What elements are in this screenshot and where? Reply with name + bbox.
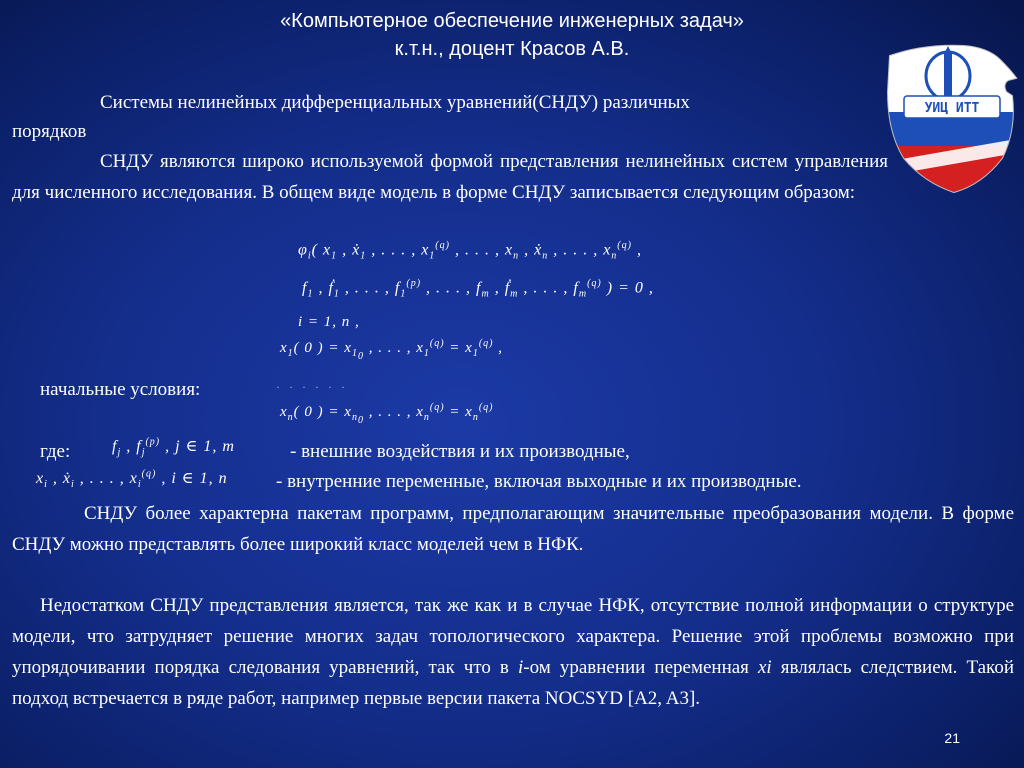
initial-condition-n: $x_n$( 0 ) = $x_{n_0}$ , . . . , $x_n^{(q)} = x_n^{(q)}$: [280, 402, 494, 426]
paragraph-4-mid: -ом уравнении переменная: [523, 657, 758, 678]
equation-index: i = 1, n ,: [298, 314, 360, 330]
initial-conditions-label: начальные условия:: [40, 379, 201, 400]
where-definition-2: - внутренние переменные, включая выходные и их производные.: [276, 471, 802, 492]
logo-text: УИЦ ИТТ: [924, 101, 980, 116]
paragraph-4-i: i: [517, 657, 524, 678]
where-definition-1: - внешние воздействия и их производные,: [290, 441, 630, 462]
slide-title: «Компьютерное обеспечение инженерных задач»: [280, 10, 744, 32]
slide-author: к.т.н., доцент Красов А.В.: [394, 38, 630, 60]
equation-line-1: $\varphi_i$( $x_1$ , ẋ$_1$ , . . . , $x_1^{(q)}$ , . . . , $x_n$ , ẋ$_n$ , . . . , $x_n^{(q)}$ ,: [298, 240, 642, 262]
where-label: где:: [40, 441, 71, 462]
paragraph-4-end: являлась следствием. Такой подход встречается в ряде работ, например первые версии пакета NOCSYD [A2, A3].: [12, 657, 1014, 709]
where-formula-1: $f_j$ , $f_j^{(p)}$ , j ∈ 1, m: [112, 436, 235, 459]
paragraph-2: СНДУ являются широко используемой формой представления нелинейных систем управления для численного исследования. В общем виде модель в форме СНДУ записывается следующим образом:: [12, 151, 888, 203]
paragraph-4-start: Недостатком СНДУ представления является, так же как и в случае НФК, отсутствие полной информации о структуре модели, что затрудняет решение многих задач топологического характера. Решение этой проблемы возможно при упорядочивании порядка следования уравнений, так что в: [12, 595, 1014, 678]
equation-line-2: $f_1$ , ḟ$_1$ , . . . , $f_1^{(p)}$ , . . . , $f_m$ , ḟ$_m$ , . . . , $f_m^{(q)}$ ) = 0 ,: [302, 278, 654, 300]
uic-itt-logo: [884, 42, 1022, 194]
paragraph-4-xi: xi: [758, 657, 772, 678]
paragraph-4: [12, 590, 1014, 714]
paragraph-1-line-2: порядков: [12, 121, 87, 142]
page-number: 21: [944, 730, 960, 746]
initial-condition-1: $x_1$( 0 ) = $x_{1_0}$ , . . . , $x_1^{(q)} = x_1^{(q)}$ ,: [280, 338, 503, 362]
ellipsis-dots: · · · · · ·: [276, 380, 348, 394]
paragraph-1-line-1: Системы нелинейных дифференциальных уравнений(СНДУ) различных: [100, 92, 690, 113]
where-formula-2: $x_i$ , ẋ$_i$ , . . . , $x_i^{(q)}$ , i ∈ 1, n: [36, 468, 228, 491]
paragraph-3: СНДУ более характерна пакетам программ, предполагающим значительные преобразования модели. В форме СНДУ можно представлять более широкий класс моделей чем в НФК.: [12, 503, 1014, 555]
